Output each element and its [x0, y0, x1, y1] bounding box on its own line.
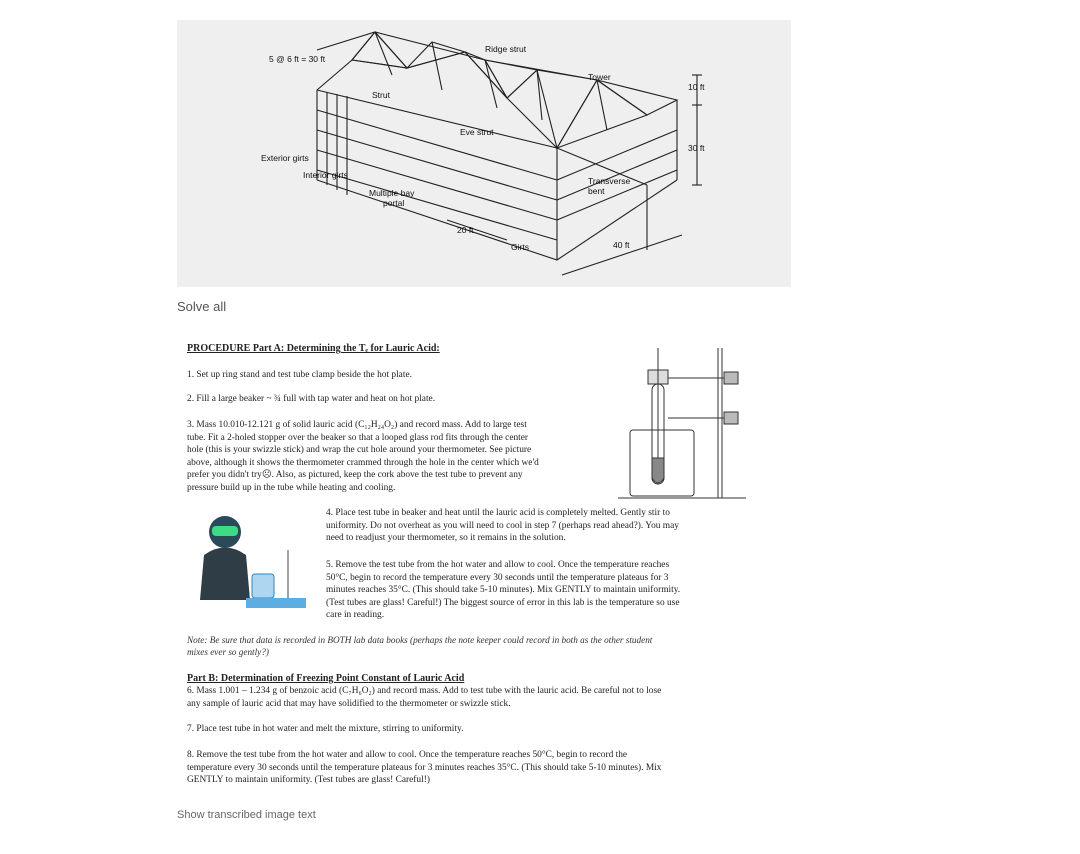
- label-tower: Tower: [588, 72, 611, 82]
- label-bent: bent: [588, 186, 605, 196]
- step-3-line: above, although it shows the thermometer crammed through the hole in the center which we'd: [187, 457, 539, 468]
- note: [187, 634, 757, 658]
- label-40ft: 40 ft: [613, 240, 630, 250]
- step-5-line: care in reading.: [326, 610, 385, 620]
- step-6-line: 6. Mass 1.001 – 1.234 g of benzoic acid (C₇H₆O₂) and record mass. Add to test tube with the lauric acid. Be careful not to lose: [187, 686, 662, 696]
- step-5-line: (Test tubes are glass! Careful!) The biggest source of error in this lab is the temperature so use: [326, 597, 680, 608]
- step-3-line: tube. Fit a 2-holed stopper over the beaker so that a looped glass rod fits through the center: [187, 432, 529, 443]
- step-8-line: temperature every 30 seconds until the temperature plateaus for 3 minutes reaches 35°C. (This should take 5-10 minutes). Mix: [187, 762, 662, 773]
- step-5-line: minutes reaches 35°C. (This should take 5-10 minutes). Mix GENTLY to maintain uniformity.: [326, 585, 681, 595]
- truss-structure-figure: [177, 20, 791, 287]
- label-20ft: 20 ft: [457, 225, 474, 235]
- procedure-title: PROCEDURE Part A: Determining the Tₑ for Lauric Acid:: [187, 343, 440, 354]
- label-multiple-bay: Multiple bay: [369, 188, 415, 198]
- step-5-line: 5. Remove the test tube from the hot water and allow to cool. Once the temperature reaches: [326, 560, 670, 570]
- label-portal: portal: [383, 198, 405, 208]
- step-4-line: uniformity. Do not overheat as you will need to cool in step 7 (perhaps read ahead?). You may: [326, 520, 679, 531]
- label-exterior-girts: Exterior girts: [261, 153, 309, 163]
- label-span: 5 @ 6 ft = 30 ft: [269, 54, 326, 64]
- step-5-line: 50°C, begin to record the temperature every 30 seconds until the temperature plateaus for 3: [326, 572, 669, 583]
- step-3: [187, 419, 617, 494]
- solve-all-text: Solve all: [177, 299, 227, 314]
- scientist-illustration: [190, 510, 310, 625]
- step-6-line: any sample of lauric acid that may have solidified to the thermometer or swizzle stick.: [187, 698, 511, 709]
- step-3-line: hole (this is your swizzle stick) and wrap the cut hole around your thermometer. See picture: [187, 445, 532, 455]
- step-7: 7. Place test tube in hot water and melt the mixture, stirring to uniformity.: [187, 724, 464, 734]
- step-3-line: 3. Mass 10.010-12.121 g of solid lauric acid (C₁₂H₂₄O₂) and record mass. Add to large test: [187, 420, 527, 430]
- label-strut: Strut: [372, 90, 390, 100]
- label-transverse: Transverse: [588, 176, 631, 186]
- label-ridge-strut: Ridge strut: [485, 44, 527, 54]
- step-4-line: need to readjust your thermometer, so it remains in the solution.: [326, 533, 566, 543]
- step-1: 1. Set up ring stand and test tube clamp beside the hot plate.: [187, 370, 412, 380]
- note-line: mixes ever so gently?): [187, 647, 269, 657]
- label-girts: Girts: [511, 242, 529, 252]
- step-3-line: pressure build up in the tube while heating and cooling.: [187, 482, 396, 493]
- label-10ft: 10 ft: [688, 82, 705, 92]
- step-6: [187, 685, 757, 710]
- show-transcribed-link[interactable]: Show transcribed image text: [177, 809, 316, 821]
- step-3-line: prefer you didn't try☹. Also, as pictured, keep the cork above the test tube to prevent any: [187, 470, 523, 480]
- step-5: [326, 559, 756, 622]
- note-line: Note: Be sure that data is recorded in BOTH lab data books (perhaps the note keeper could record in both as the other student: [187, 635, 653, 645]
- step-2: 2. Fill a large beaker ~ ¾ full with tap water and heat on hot plate.: [187, 394, 436, 404]
- step-8-line: GENTLY to maintain uniformity. (Test tubes are glass! Careful!): [187, 775, 430, 785]
- step-8: [187, 749, 757, 787]
- label-interior-girts: Interior girts: [303, 170, 348, 180]
- step-4: [326, 507, 756, 545]
- apparatus-illustration: [618, 348, 748, 500]
- label-30ft: 30 ft: [688, 143, 705, 153]
- step-4-line: 4. Place test tube in beaker and heat until the lauric acid is completely melted. Gently stir to: [326, 508, 670, 518]
- part-b-title: Part B: Determination of Freezing Point Constant of Lauric Acid: [187, 673, 465, 684]
- truss-diagram: [177, 20, 791, 287]
- label-eve-strut: Eve strut: [460, 127, 494, 137]
- step-8-line: 8. Remove the test tube from the hot water and allow to cool. Once the temperature reaches 50°C, begin to record the: [187, 750, 628, 760]
